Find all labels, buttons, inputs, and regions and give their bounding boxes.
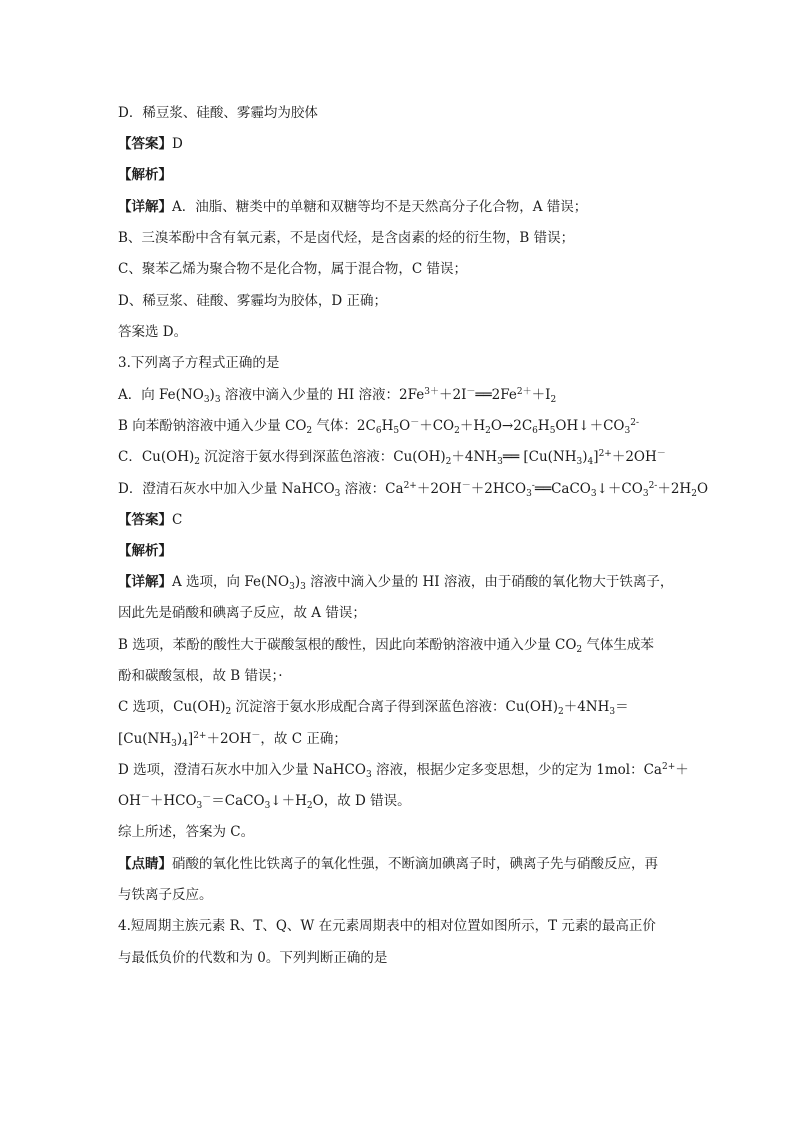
q2-detail-a: 【详解】A．油脂、糖类中的单糖和双糖等均不是天然高分子化合物，A 错误； [118, 199, 588, 215]
q3-detail-c-1: C 选项，$Cu(OH)_2$ 沉淀溶于氨水形成配合离子得到深蓝色溶液：$Cu(OH)_2+4NH_3=$ [118, 699, 629, 717]
q3-detail-a-1: 【详解】A 选项，向 $Fe(NO_3)_3$ 溶液中滴入少量的 HI 溶液，由于硝酸的氧化物大于铁离子， [118, 574, 674, 592]
q2-conclusion: 答案选 D。 [118, 324, 188, 340]
q2-answer [118, 134, 678, 154]
q2-option-d: D．稀豆浆、硅酸、雾霾均为胶体 [118, 105, 318, 121]
q3-detail-d-1: D 选项，澄清石灰水中加入少量 NaHCO$_3$ 溶液，根据少定多变思想，少的定为 1mol：$Ca^{2+}+$ [118, 762, 689, 780]
q4-stem-1: 4.短周期主族元素 R、T、Q、W 在元素周期表中的相对位置如图所示，T 元素的最高正价 [118, 918, 656, 934]
q3-note-1: 【点睛】硝酸的氧化性比铁离子的氧化性强，不断滴加碘离子时，碘离子先与硝酸反应，再 [118, 856, 658, 872]
q3-detail-b-1: B 选项，苯酚的酸性大于碳酸氢根的酸性，因此向苯酚钠溶液中通入少量 $CO_2$ 气体生成苯 [118, 637, 654, 655]
q2-detail-c: C、聚苯乙烯为聚合物不是化合物，属于混合物，C 错误； [118, 261, 467, 277]
q3-option-a: A．向 $Fe(NO_3)_3$ 溶液中滴入少量的 HI 溶液：$2Fe^{3+}+2I^-══2Fe^{2+}+I_2$ [118, 387, 557, 405]
q3-note-2: 与铁离子反应。 [118, 887, 213, 903]
answer-value: D [172, 136, 183, 152]
answer-tag: 【答案】 [118, 136, 172, 152]
q3-detail-c-2: $[Cu(NH_3)_4]^{2+}+2OH^-$，故 C 正确； [118, 731, 347, 749]
q3-detail-b-2: 酚和碳酸氢根，故 B 错误；· [118, 668, 283, 684]
q3-stem: 3.下列离子方程式正确的是 [118, 355, 280, 371]
detail-tag: 【详解】 [118, 199, 172, 215]
q3-detail-d-2: $OH^-+HCO_3^-=CaCO_3↓+H_2O$，故 D 错误。 [118, 793, 411, 811]
q2-detail-d: D、稀豆浆、硅酸、雾霾均为胶体，D 正确； [118, 293, 387, 309]
q3-analysis-tag: 【解析】 [118, 543, 172, 559]
q2-detail-b: B、三溴苯酚中含有氧元素，不是卤代烃，是含卤素的烃的衍生物，B 错误； [118, 230, 575, 246]
q3-option-c: C．$Cu(OH)_2$ 沉淀溶于氨水得到深蓝色溶液：$Cu(OH)_2+4NH_3══$ $[Cu(NH_3)_4]^{2+}+2OH^-$ [118, 449, 666, 467]
q3-conclusion: 综上所述，答案为 C。 [118, 824, 255, 840]
q4-stem-2: 与最低负价的代数和为 0。下列判断正确的是 [118, 950, 388, 966]
q3-answer [118, 510, 678, 530]
answer-tag: 【答案】 [118, 512, 172, 528]
q2-analysis-tag: 【解析】 [118, 167, 172, 183]
answer-value: C [172, 512, 183, 528]
q3-detail-a-2: 因此先是硝酸和碘离子反应，故 A 错误； [118, 605, 366, 621]
q3-option-b: B 向苯酚钠溶液中通入少量 $CO_2$ 气体：$2C_6H_5O^-+CO_2+H_2O\to 2C_6H_5OH↓+CO_3^{2-}$ [118, 418, 639, 436]
q3-option-d: D．澄清石灰水中加入少量 NaHCO$_3$ 溶液：$Ca^{2+}+2OH^-+2HCO_3^-══CaCO_3↓+CO_3^{2-}+2H_2O$ [118, 481, 709, 499]
detail-tag: 【详解】 [118, 574, 172, 590]
note-tag: 【点睛】 [118, 856, 172, 872]
